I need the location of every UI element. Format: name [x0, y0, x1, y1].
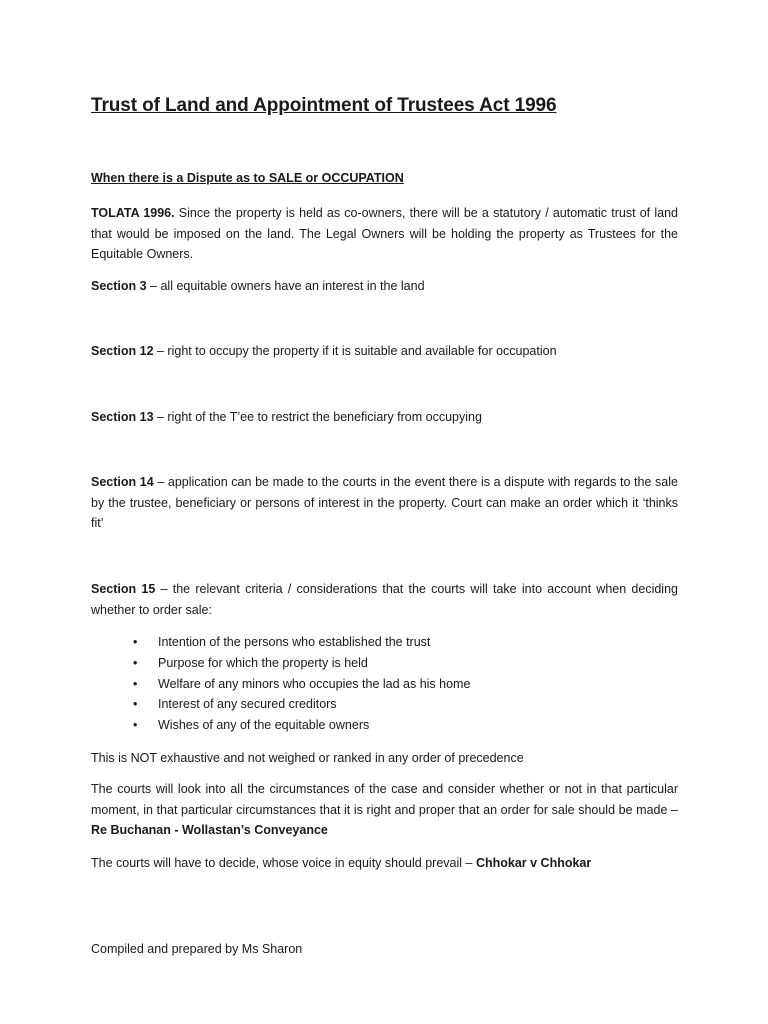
section-14-paragraph: [91, 472, 678, 534]
bullet-icon: •: [133, 697, 138, 712]
case-citation: Chhokar v Chhokar: [475, 856, 592, 870]
section-3-label: Section 3: [91, 279, 147, 293]
intro-lead: TOLATA 1996.: [91, 206, 175, 220]
list-item-text: Purpose for which the property is held: [158, 655, 368, 670]
section-12-paragraph: [91, 341, 678, 362]
section-3-text: – all equitable owners have an interest in the land: [146, 279, 425, 293]
section-13-label: Section 13: [91, 410, 154, 424]
section-15-label: Section 15: [91, 582, 156, 596]
list-item: [91, 632, 470, 653]
section-3-paragraph: [91, 276, 678, 297]
voice-paragraph: [91, 853, 678, 874]
intro-paragraph: [91, 203, 678, 265]
bullet-icon: •: [133, 635, 138, 649]
bullet-icon: •: [133, 655, 138, 670]
list-item-text: Wishes of any of the equitable owners: [158, 718, 370, 733]
list-item: [91, 715, 470, 736]
not-exhaustive-paragraph: This is NOT exhaustive and not weighed or ranked in any order of precedence: [91, 751, 524, 765]
case-citation: Re Buchanan - Wollastan’s Conveyance: [91, 823, 328, 837]
section-15-paragraph: [91, 579, 678, 620]
section-14-text: – application can be made to the courts in the event there is a dispute with regards to the sale by the trustee, beneficiary or persons of interest in the property. Court can make an order which it ‘thinks fit’: [91, 475, 678, 530]
list-item-text: Intention of the persons who established the trust: [158, 635, 431, 649]
section-13-text: – right of the T’ee to restrict the beneficiary from occupying: [153, 410, 482, 424]
intro-text: Since the property is held as co-owners, there will be a statutory / automatic trust of land that would be imposed on the land. The Legal Owners will be holding the property as Trustees for the Equitable Owners.: [91, 206, 678, 261]
circumstances-paragraph: [91, 779, 678, 841]
list-item: [91, 694, 470, 715]
document-title: Trust of Land and Appointment of Trustees Act 1996: [91, 95, 557, 116]
criteria-list: [91, 632, 470, 736]
section-12-text: – right to occupy the property if it is suitable and available for occupation: [153, 344, 557, 358]
list-item: [91, 674, 470, 695]
circumstances-text: The courts will look into all the circumstances of the case and consider whether or not in that particular moment, in that particular circumstances that it is right and proper that an order for sale should be made –: [91, 782, 678, 817]
list-item-text: Welfare of any minors who occupies the lad as his home: [158, 676, 471, 691]
section-13-paragraph: [91, 407, 678, 428]
list-item: [91, 653, 470, 674]
list-item-text: Interest of any secured creditors: [158, 697, 337, 712]
bullet-icon: •: [133, 676, 138, 691]
section-14-label: Section 14: [91, 475, 154, 489]
section-heading: When there is a Dispute as to SALE or OCCUPATION: [91, 171, 404, 185]
section-12-label: Section 12: [91, 344, 154, 358]
voice-text: The courts will have to decide, whose voice in equity should prevail –: [91, 856, 476, 870]
bullet-icon: •: [133, 718, 138, 733]
section-15-text: – the relevant criteria / considerations that the courts will take into account when deciding whether to order sale:: [91, 582, 678, 617]
footer-credit: Compiled and prepared by Ms Sharon: [91, 942, 303, 956]
